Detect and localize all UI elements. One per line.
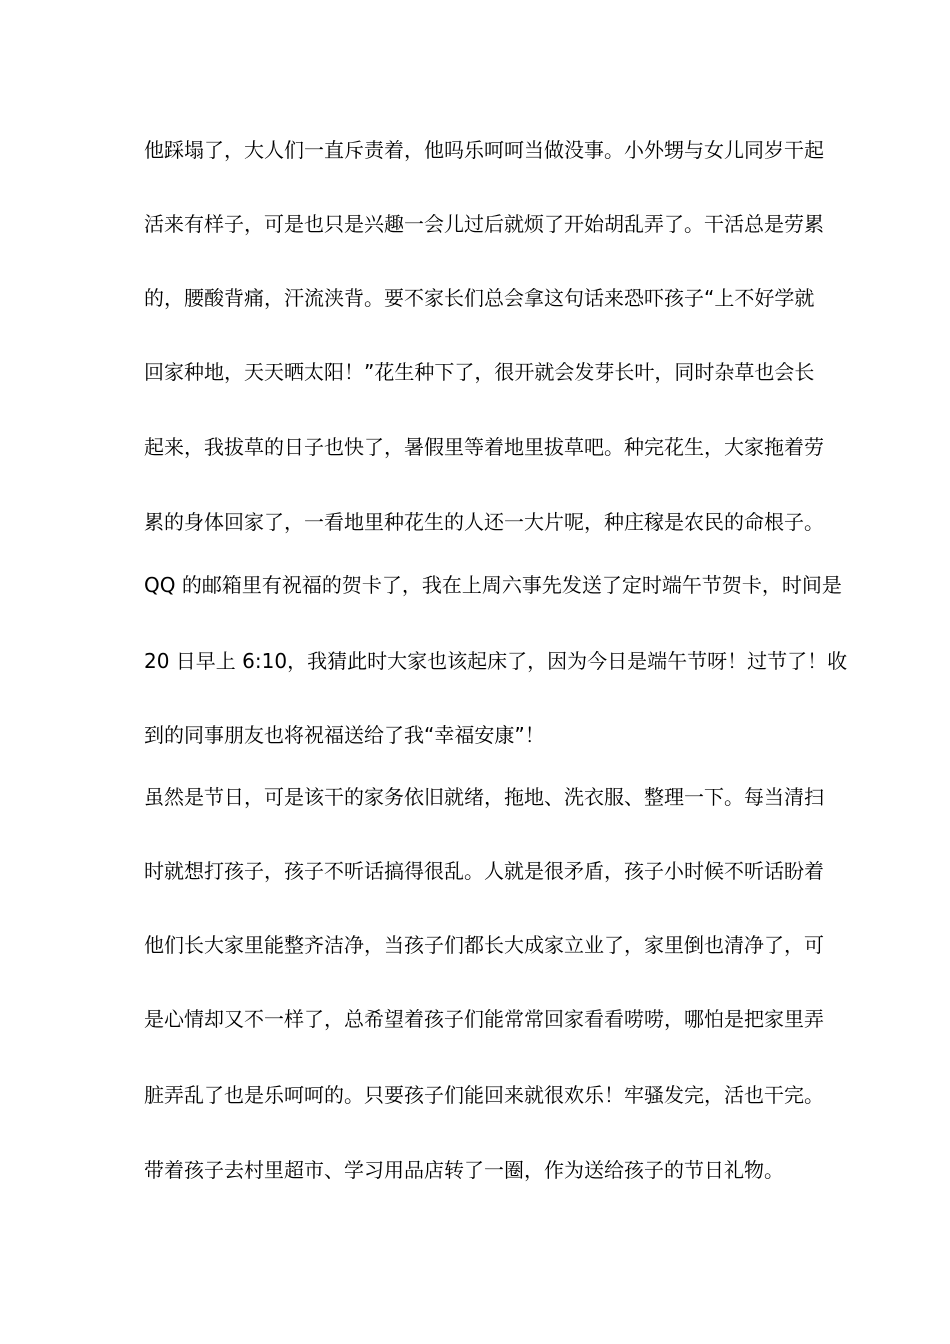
text-line: 回家种地，天天晒太阳！”花生种下了，很开就会发芽长叶，同时杂草也会长	[144, 360, 815, 384]
text-line: 时就想打孩子，孩子不听话搞得很乱。人就是很矛盾，孩子小时候不听话盼着	[144, 859, 824, 883]
text-line: 虽然是节日，可是该干的家务依旧就绪，拖地、洗衣服、整理一下。每当清扫	[144, 785, 824, 809]
text-line: 他们长大家里能整齐洁净，当孩子们都长大成家立业了，家里倒也清净了，可	[144, 933, 824, 957]
text-line: 累的身体回家了，一看地里种花生的人还一大片呢，种庄稼是农民的命根子。	[144, 510, 824, 534]
text-line: 是心情却又不一样了，总希望着孩子们能常常回家看看唠唠，哪怕是把家里弄	[144, 1007, 824, 1031]
text-line: 活来有样子，可是也只是兴趣一会儿过后就烦了开始胡乱弄了。干活总是劳累	[144, 212, 824, 236]
text-line: 的，腰酸背痛，汗流浃背。要不家长们总会拿这句话来恐吓孩子“上不好学就	[144, 286, 815, 310]
text-line: 脏弄乱了也是乐呵呵的。只要孩子们能回来就很欢乐！牢骚发完，活也干完。	[144, 1083, 824, 1107]
text-line: 到的同事朋友也将祝福送给了我“幸福安康”！	[144, 723, 545, 747]
text-line: 起来，我拔草的日子也快了，暑假里等着地里拔草吧。种完花生，大家拖着劳	[144, 435, 824, 459]
text-line: 20 日早上 6:10，我猜此时大家也该起床了，因为今日是端午节呀！过节了！收	[144, 649, 848, 673]
text-line: 带着孩子去村里超市、学习用品店转了一圈，作为送给孩子的节日礼物。	[144, 1158, 784, 1182]
text-line: QQ 的邮箱里有祝福的贺卡了，我在上周六事先发送了定时端午节贺卡，时间是	[144, 573, 842, 597]
text-line: 他踩塌了，大人们一直斥责着，他吗乐呵呵当做没事。小外甥与女儿同岁干起	[144, 138, 824, 162]
